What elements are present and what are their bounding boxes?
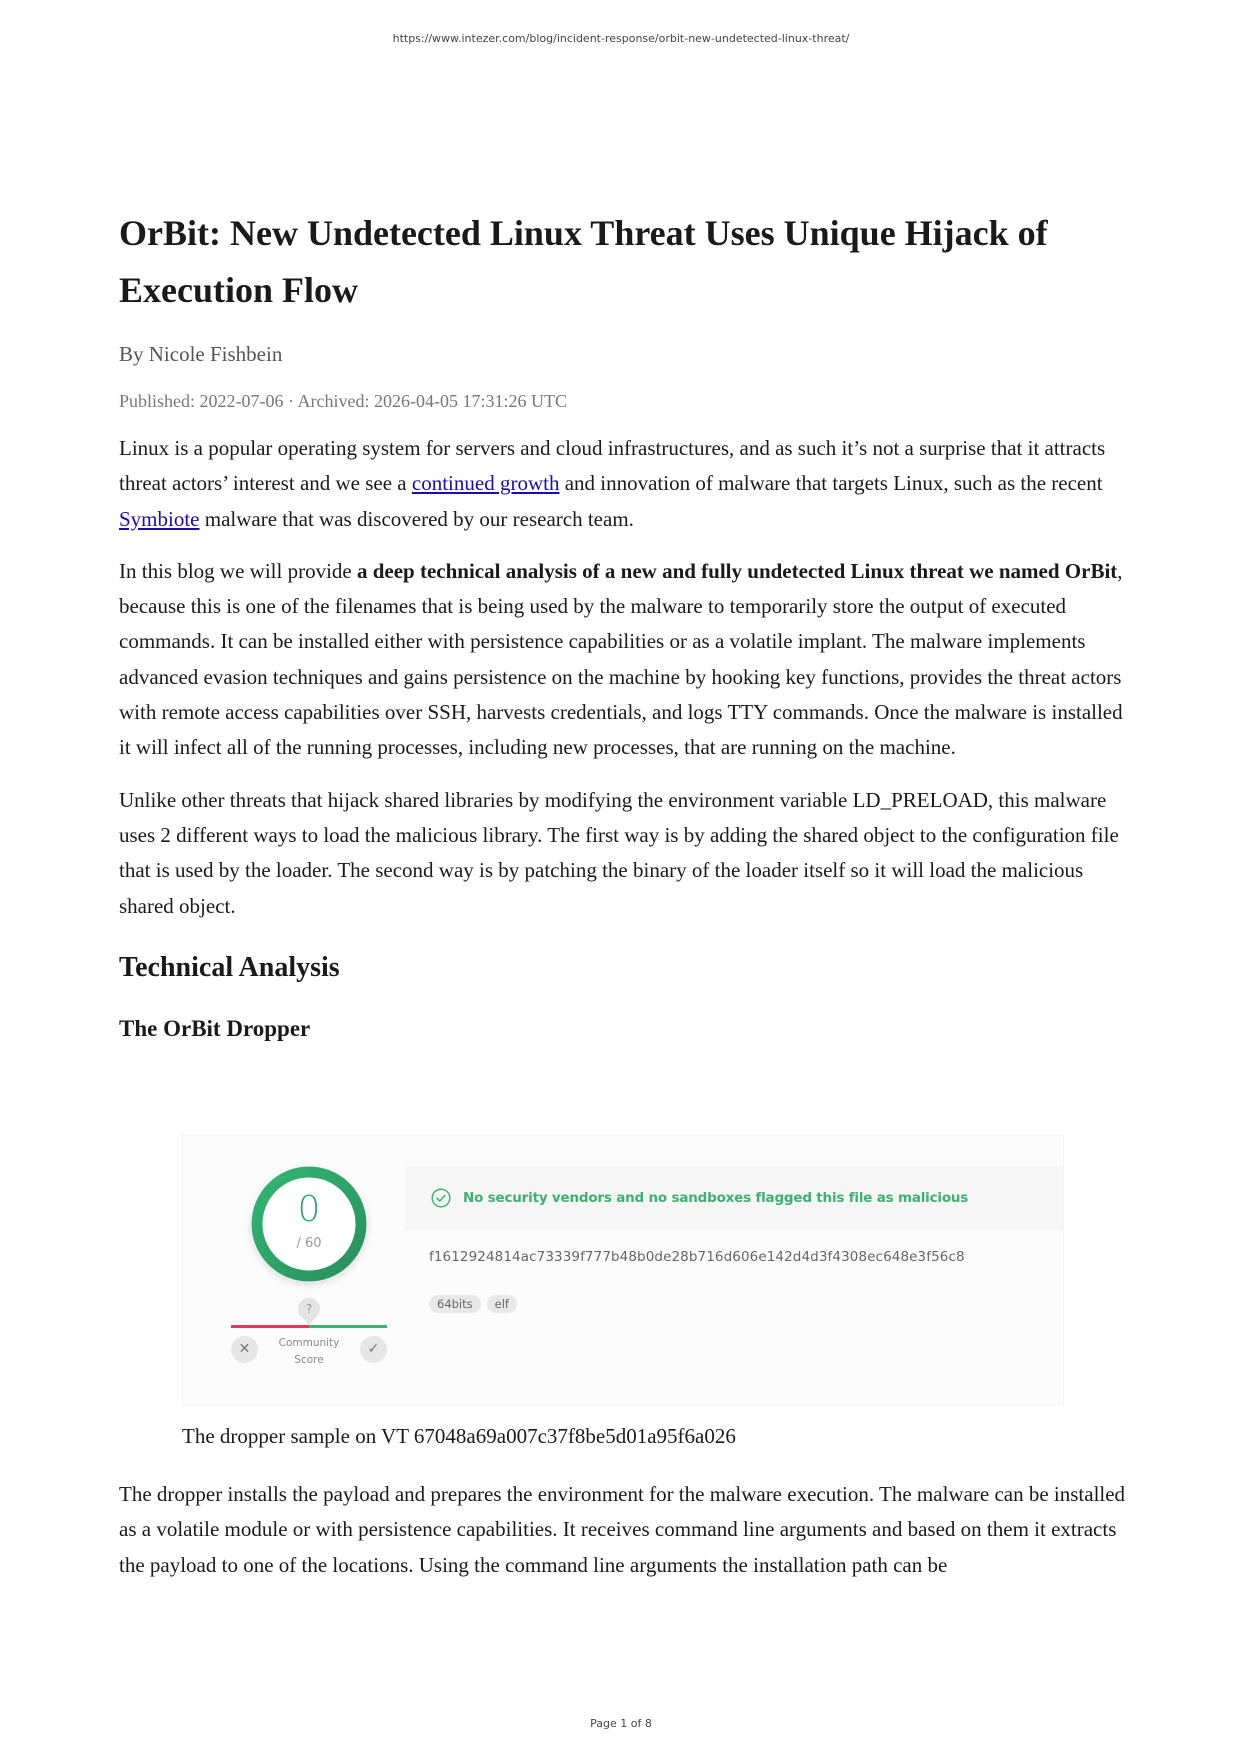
detection-count: 0 bbox=[297, 1189, 321, 1230]
community-label-line2: Score bbox=[294, 1354, 324, 1366]
detection-gauge bbox=[251, 1166, 367, 1282]
paragraph-text: Linux is a popular operating system for servers and cloud infrastructures, and as such it’s not a surprise that it attracts threat actors’ interest and we see a bbox=[119, 436, 1106, 496]
community-score-label bbox=[261, 1335, 357, 1369]
article-publish-meta: Published: 2022-07-06 · Archived: 2026-04-05 17:31:26 UTC bbox=[119, 391, 567, 411]
page-url-header: https://www.intezer.com/blog/incident-response/orbit-new-undetected-linux-threat/ bbox=[392, 32, 850, 45]
community-bar-malicious bbox=[231, 1325, 309, 1328]
article-continued bbox=[119, 1477, 1129, 1583]
tag-64bits[interactable]: 64bits bbox=[429, 1295, 481, 1313]
paragraph-loading-methods: Unlike other threats that hijack shared libraries by modifying the environment variable LD_PRELOAD, this malware uses 2 different ways to load the malicious library. The first way is by adding the shared object to the configuration file that is used by the loader. The second way is by patching the binary of the loader itself so it will load the malicious shared object. bbox=[119, 787, 1119, 918]
page-number: Page 1 of 8 bbox=[590, 1717, 652, 1730]
community-label-line1: Community bbox=[278, 1337, 340, 1349]
community-bar-harmless bbox=[309, 1325, 387, 1328]
heading-orbit-dropper: The OrBit Dropper bbox=[119, 1015, 311, 1041]
virustotal-screenshot bbox=[182, 1135, 1064, 1405]
link-symbiote[interactable]: Symbiote bbox=[119, 506, 200, 531]
file-hash: f1612924814ac73339f777b48b0de28b716d606e142d4d3f4308ec648e3f56c8 bbox=[429, 1249, 965, 1265]
community-score bbox=[231, 1298, 387, 1393]
paragraph-text: and innovation of malware that targets Linux, such as the recent bbox=[559, 471, 1103, 496]
community-score-marker-icon bbox=[293, 1293, 324, 1324]
check-circle-icon bbox=[431, 1188, 451, 1208]
question-mark-icon: ? bbox=[305, 1302, 313, 1316]
paragraph-text: malware that was discovered by our research team. bbox=[199, 506, 634, 531]
detection-total: / 60 bbox=[296, 1236, 322, 1251]
file-tags bbox=[429, 1293, 523, 1313]
article-byline: By Nicole Fishbein bbox=[119, 342, 283, 366]
paragraph-dropper: The dropper installs the payload and prepares the environment for the malware execution. The malware can be installed as a volatile module or with persistence capabilities. It receives command line arguments and based on them it extracts the payload to one of the locations. Using the command line arguments the installation path can be bbox=[119, 1482, 1126, 1577]
link-continued-growth[interactable]: continued growth bbox=[411, 471, 560, 496]
article-title: OrBit: New Undetected Linux Threat Uses Unique Hijack of Execution Flow bbox=[119, 213, 1048, 310]
paragraph-text: In this blog we will provide bbox=[119, 558, 357, 583]
vote-malicious-button[interactable]: ✕ bbox=[231, 1336, 258, 1363]
paragraph-bold-text: a deep technical analysis of a new and fully undetected Linux threat we named OrBit bbox=[356, 558, 1118, 583]
tag-elf[interactable]: elf bbox=[487, 1295, 517, 1313]
figure-caption: The dropper sample on VT 67048a69a007c37f8be5d01a95f6a026 bbox=[182, 1424, 736, 1448]
article bbox=[119, 205, 1129, 1046]
paragraph-overview bbox=[119, 554, 1129, 766]
paragraph-intro bbox=[119, 431, 1129, 537]
verdict-banner bbox=[405, 1166, 1063, 1230]
heading-technical-analysis: Technical Analysis bbox=[119, 951, 340, 983]
verdict-text: No security vendors and no sandboxes flagged this file as malicious bbox=[463, 1190, 969, 1206]
paragraph-text: , because this is one of the filenames that is being used by the malware to temporarily store the output of executed commands. It can be installed either with persistence capabilities or as a volatile implant. The malware implements advanced evasion techniques and gains persistence on the machine by hooking key functions, provides the threat actors with remote access capabilities over SSH, harvests credentials, and logs TTY commands. Once the malware is installed it will infect all of the running processes, including new processes, that are running on the machine. bbox=[119, 558, 1123, 760]
vote-harmless-button[interactable]: ✓ bbox=[360, 1336, 387, 1363]
